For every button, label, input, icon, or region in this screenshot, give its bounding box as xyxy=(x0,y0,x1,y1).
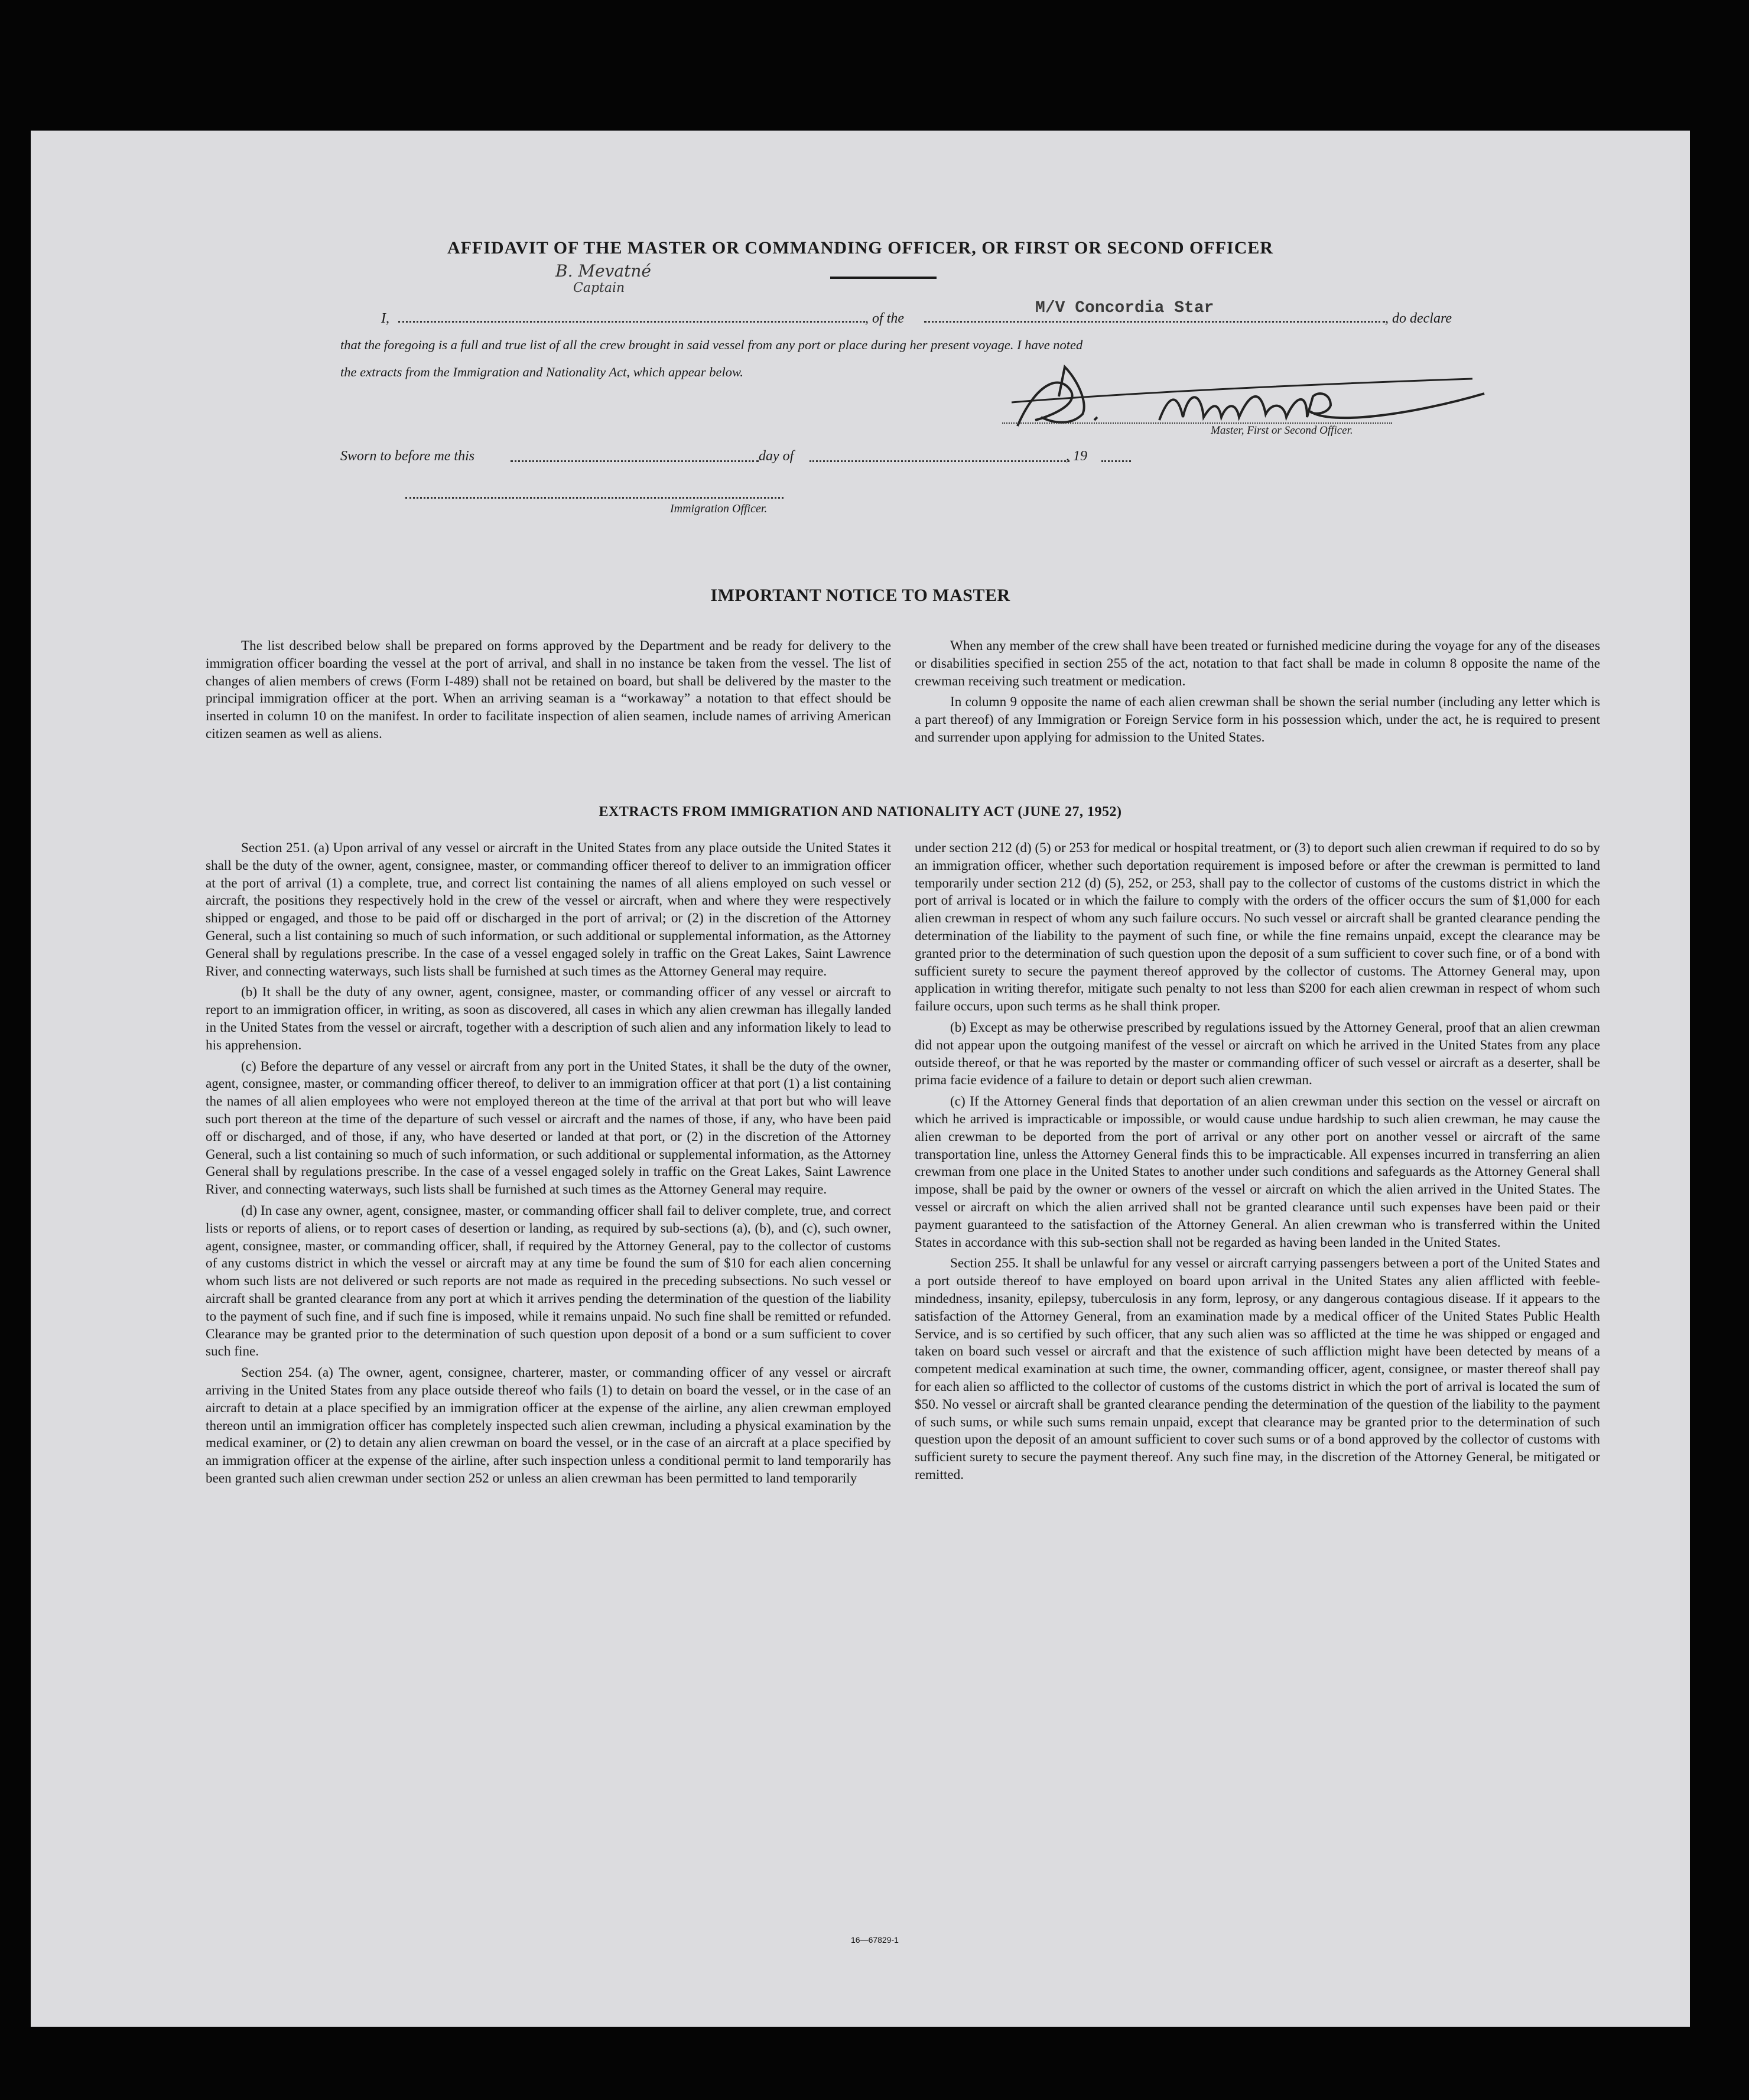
extract-paragraph: (c) If the Attorney General finds that deportation of an alien crewman under this section on the vessel or aircraft on which he arrived is impracticable or impossible, or would cause undue hardship to such alien crewman, he may cause the alien crewman to be deported from the port of arrival or any other port on another vessel or aircraft of the same transportation line, unless the Attorney General finds this to be impracticable. All expenses incurred in transferring an alien crewman from one place in the United States to another under such conditions and safeguards as the Attorney General shall impose, shall be paid by the owner or owners of the vessel or aircraft on which the alien arrived in the United States. The vessel or aircraft on which the alien arrived shall not be granted clearance until such expenses have been paid or their payment guaranteed to the satisfaction of the Attorney General. An alien crewman who is transferred within the United States in accordance with this sub-section shall not be regarded as having been landed in the United States. xyxy=(915,1094,1600,1250)
signature-caption: Master, First or Second Officer. xyxy=(1211,424,1353,437)
year-blank xyxy=(1101,460,1131,462)
sworn-day-blank xyxy=(511,460,759,462)
extract-paragraph: (b) Except as may be otherwise prescribed by regulations issued by the Attorney General, proof that an alien crewman did not appear upon the outgoing manifest of the vessel or aircraft on which he arrived in the United States from any place outside thereof, or that he was reported by the master or commanding officer of such vessel or aircraft as a deserter, shall be prima facie evidence of a failure to detain or deport such alien crewman. xyxy=(915,1019,1600,1088)
officer-signature-line xyxy=(405,497,784,499)
affidavit-line-3: the extracts from the Immigration and Nationality Act, which appear below. xyxy=(340,365,744,379)
document-page xyxy=(31,131,1690,2027)
extracts-right-column xyxy=(915,840,1600,1488)
extracts-title: EXTRACTS FROM IMMIGRATION AND NATIONALITY ACT (JUNE 27, 1952) xyxy=(599,804,1122,820)
extract-paragraph: (b) It shall be the duty of any owner, agent, consignee, master, or commanding officer of any vessel or aircraft to report to an immigration officer, in writing, as soon as discovered, all cases in which any alien crewman has illegally landed in the United States from the vessel or aircraft, together with a description of such alien and any information likely to lead to his apprehension. xyxy=(206,984,891,1053)
month-blank xyxy=(810,460,1069,462)
signature-line xyxy=(1002,422,1392,424)
notice-right-paragraph-1: When any member of the crew shall have been treated or furnished medicine during the voyage for any of the diseases or disabilities specified in section 255 of the act, notation to that fact shall be made in column 8 opposite the name of the crewman receiving such treatment or medication. xyxy=(915,638,1600,689)
extract-paragraph: Section 254. (a) The owner, agent, consignee, charterer, master, or commanding officer of any vessel or aircraft arriving in the United States from any place outside thereof who fails (1) to detain on board the vessel, or in the case of an aircraft to detain at a place specified by an immigration officer at the expense of the airline, any alien crewman employed thereon until an immigration officer has completely inspected such alien crewman, including a physical examination by the medical examiner, or (2) to detain any alien crewman on board the vessel, or in the case of an aircraft at a place specified by an immigration officer at the expense of the airline, after such inspection unless a conditional permit to land temporarily has been granted such alien crewman under section 252 or unless an alien crewman has been permitted to land temporarily xyxy=(206,1365,891,1486)
notice-left-column xyxy=(206,638,891,747)
form-number: 16—67829-1 xyxy=(851,1935,899,1945)
of-the-label: , of the xyxy=(865,311,904,326)
vessel-name: M/V Concordia Star xyxy=(1035,299,1214,317)
handwritten-rank: Captain xyxy=(573,281,625,295)
notice-left-paragraph: The list described below shall be prepared on forms approved by the Department and be ready for delivery to the immigration officer boarding the vessel at the port of arrival, and shall in no instance be taken from the vessel. The list of changes of alien members of crews (Form I-489) shall not be retained on board, but shall be delivered by the master to the principal immigration officer at the port. When an arriving seaman is a “workaway” a notation to that effect should be inserted in column 10 on the manifest. In order to facilitate inspection of alien seamen, include names of arriving American citizen seamen as well as aliens. xyxy=(206,638,891,742)
vessel-blank xyxy=(924,321,1385,323)
extract-paragraph: Section 255. It shall be unlawful for any vessel or aircraft carrying passengers between a port of the United States and a port outside thereof to have employed on board upon arrival in the United States any alien afflicted with feeble-mindedness, insanity, epilepsy, tuberculosis in any form, leprosy, or any dangerous contagious disease. If it appears to the satisfaction of the Attorney General, from an examination made by a medical officer of the United States Public Health Service, and is so certified by such officer, that any such alien was so afflicted at the time he was shipped or engaged and taken on board such vessel or aircraft and that the existence of such affliction might have been detected by means of a competent medical examination at such time, the owner, commanding officer, agent, consignee, or master thereof shall pay for each alien so afflicted to the collector of customs of the customs district in which the port of arrival is located the sum of $50. No vessel or aircraft shall be granted clearance pending the determination of the question of the liability to the payment of such sums, or while such sums remain unpaid, except that clearance may be granted prior to the determination of such question upon the deposit of an amount sufficient to cover such sums or of a bond approved by the collector of customs with sufficient surety to secure the payment thereof. Any such fine may, in the discretion of the Attorney General, be mitigated or remitted. xyxy=(915,1256,1600,1483)
notice-right-paragraph-2: In column 9 opposite the name of each alien crewman shall be shown the serial number (including any letter which is a part thereof) of any Immigration or Foreign Service form in his possession which, under the act, he is required to present and surrender upon applying for admission to the United States. xyxy=(915,694,1600,745)
extracts-left-column xyxy=(206,840,891,1491)
officer-caption: Immigration Officer. xyxy=(670,502,768,515)
extract-paragraph: (c) Before the departure of any vessel or aircraft from any port in the United States, it shall be the duty of the owner, agent, consignee, master, or commanding officer thereof, to deliver to an immigration officer at that port (1) a list containing the names of all alien employees who were not employed thereon at the time of the arrival at that port but who will leave such port thereon at the time of the departure of such vessel or aircraft and the names of those, if any, who have been paid off or discharged, and of those, if any, who have deserted or landed at that port, or (2) in the discretion of the Attorney General, such a list containing so much of such information, or such additional or supplemental information, as the Attorney General shall by regulations prescribe. In the case of a vessel engaged solely in traffic on the Great Lakes, Saint Lawrence River, and connecting waterways, such lists shall be furnished at such times as the Attorney General may require. xyxy=(206,1058,891,1198)
day-of-label: day of xyxy=(759,448,794,464)
affidavit-i-label: I, xyxy=(381,311,389,326)
notice-right-column xyxy=(915,638,1600,750)
title-rule xyxy=(830,277,937,279)
year-label: , 19 xyxy=(1066,448,1087,464)
notice-title: IMPORTANT NOTICE TO MASTER xyxy=(710,586,1010,605)
do-declare-label: , do declare xyxy=(1385,311,1452,326)
extract-paragraph: under section 212 (d) (5) or 253 for medical or hospital treatment, or (3) to deport such alien crewman if required to do so by an immigration officer, whether such deportation requirement is imposed before or after the crewman is permitted to land temporarily under section 212 (d) (5), 252, or 253, shall pay to the collector of customs of the customs district in which the port of arrival is located or in which the failure to comply with the orders of the officer occurs the sum of $1,000 for each alien crewman in respect of whom any such failure occurs. No such vessel or aircraft shall be granted clearance pending the determination of the liability to the payment of such fine, or while the fine remains unpaid, except the clearance may be granted prior to the determination of such question upon the deposit of a sum sufficient to cover such fine, or of a bond with sufficient surety to secure the payment thereof approved by the collector of customs. The Attorney General may, upon application in writing therefor, mitigate such penalty to not less than $200 for each alien crewman in respect of whom such failure occurs, upon such terms as he shall think proper. xyxy=(915,840,1600,1015)
affidavit-title: AFFIDAVIT OF THE MASTER OR COMMANDING OFFICER, OR FIRST OR SECOND OFFICER xyxy=(447,238,1274,258)
extract-paragraph: Section 251. (a) Upon arrival of any vessel or aircraft in the United States from any place outside the United States it shall be the duty of the owner, agent, consignee, master, or commanding officer thereof to deliver to an immigration officer at the port of arrival (1) a complete, true, and correct list containing the names of all aliens employed on such vessel or aircraft, the positions they respectively hold in the crew of the vessel or aircraft, when and where they were respectively shipped or engaged, and those to be paid off or discharged in the port of arrival; or (2) in the discretion of the Attorney General, such a list containing so much of such information, or such additional or supplemental information, as the Attorney General shall by regulations prescribe. In the case of a vessel engaged solely in traffic on the Great Lakes, Saint Lawrence River, and connecting waterways, such lists shall be furnished at such times as the Attorney General may require. xyxy=(206,840,891,979)
handwritten-name: B. Mevatné xyxy=(555,261,651,281)
sworn-label: Sworn to before me this xyxy=(340,448,475,464)
name-blank xyxy=(398,321,865,323)
extract-paragraph: (d) In case any owner, agent, consignee, master, or commanding officer shall fail to deliver complete, true, and correct lists or reports of aliens, or to report cases of desertion or landing, as required by sub-sections (a), (b), and (c), such owner, agent, consignee, master, or commanding officer, shall, if required by the Attorney General, pay to the collector of customs of any customs district in which the vessel or aircraft may at any time be found the sum of $10 for each alien concerning whom such lists are not delivered or such reports are not made as required in the preceding subsections. No such vessel or aircraft shall be granted clearance from any port at which it arrives pending the determination of the question of the liability to the payment of such fine, and if such fine is imposed, while it remains unpaid. No such fine shall be remitted or refunded. Clearance may be granted prior to the determination of such question upon deposit of a bond or a sum sufficient to cover such fine. xyxy=(206,1202,891,1360)
affidavit-line-2: that the foregoing is a full and true list of all the crew brought in said vessel from any port or place during her present voyage. I have noted xyxy=(340,337,1083,352)
